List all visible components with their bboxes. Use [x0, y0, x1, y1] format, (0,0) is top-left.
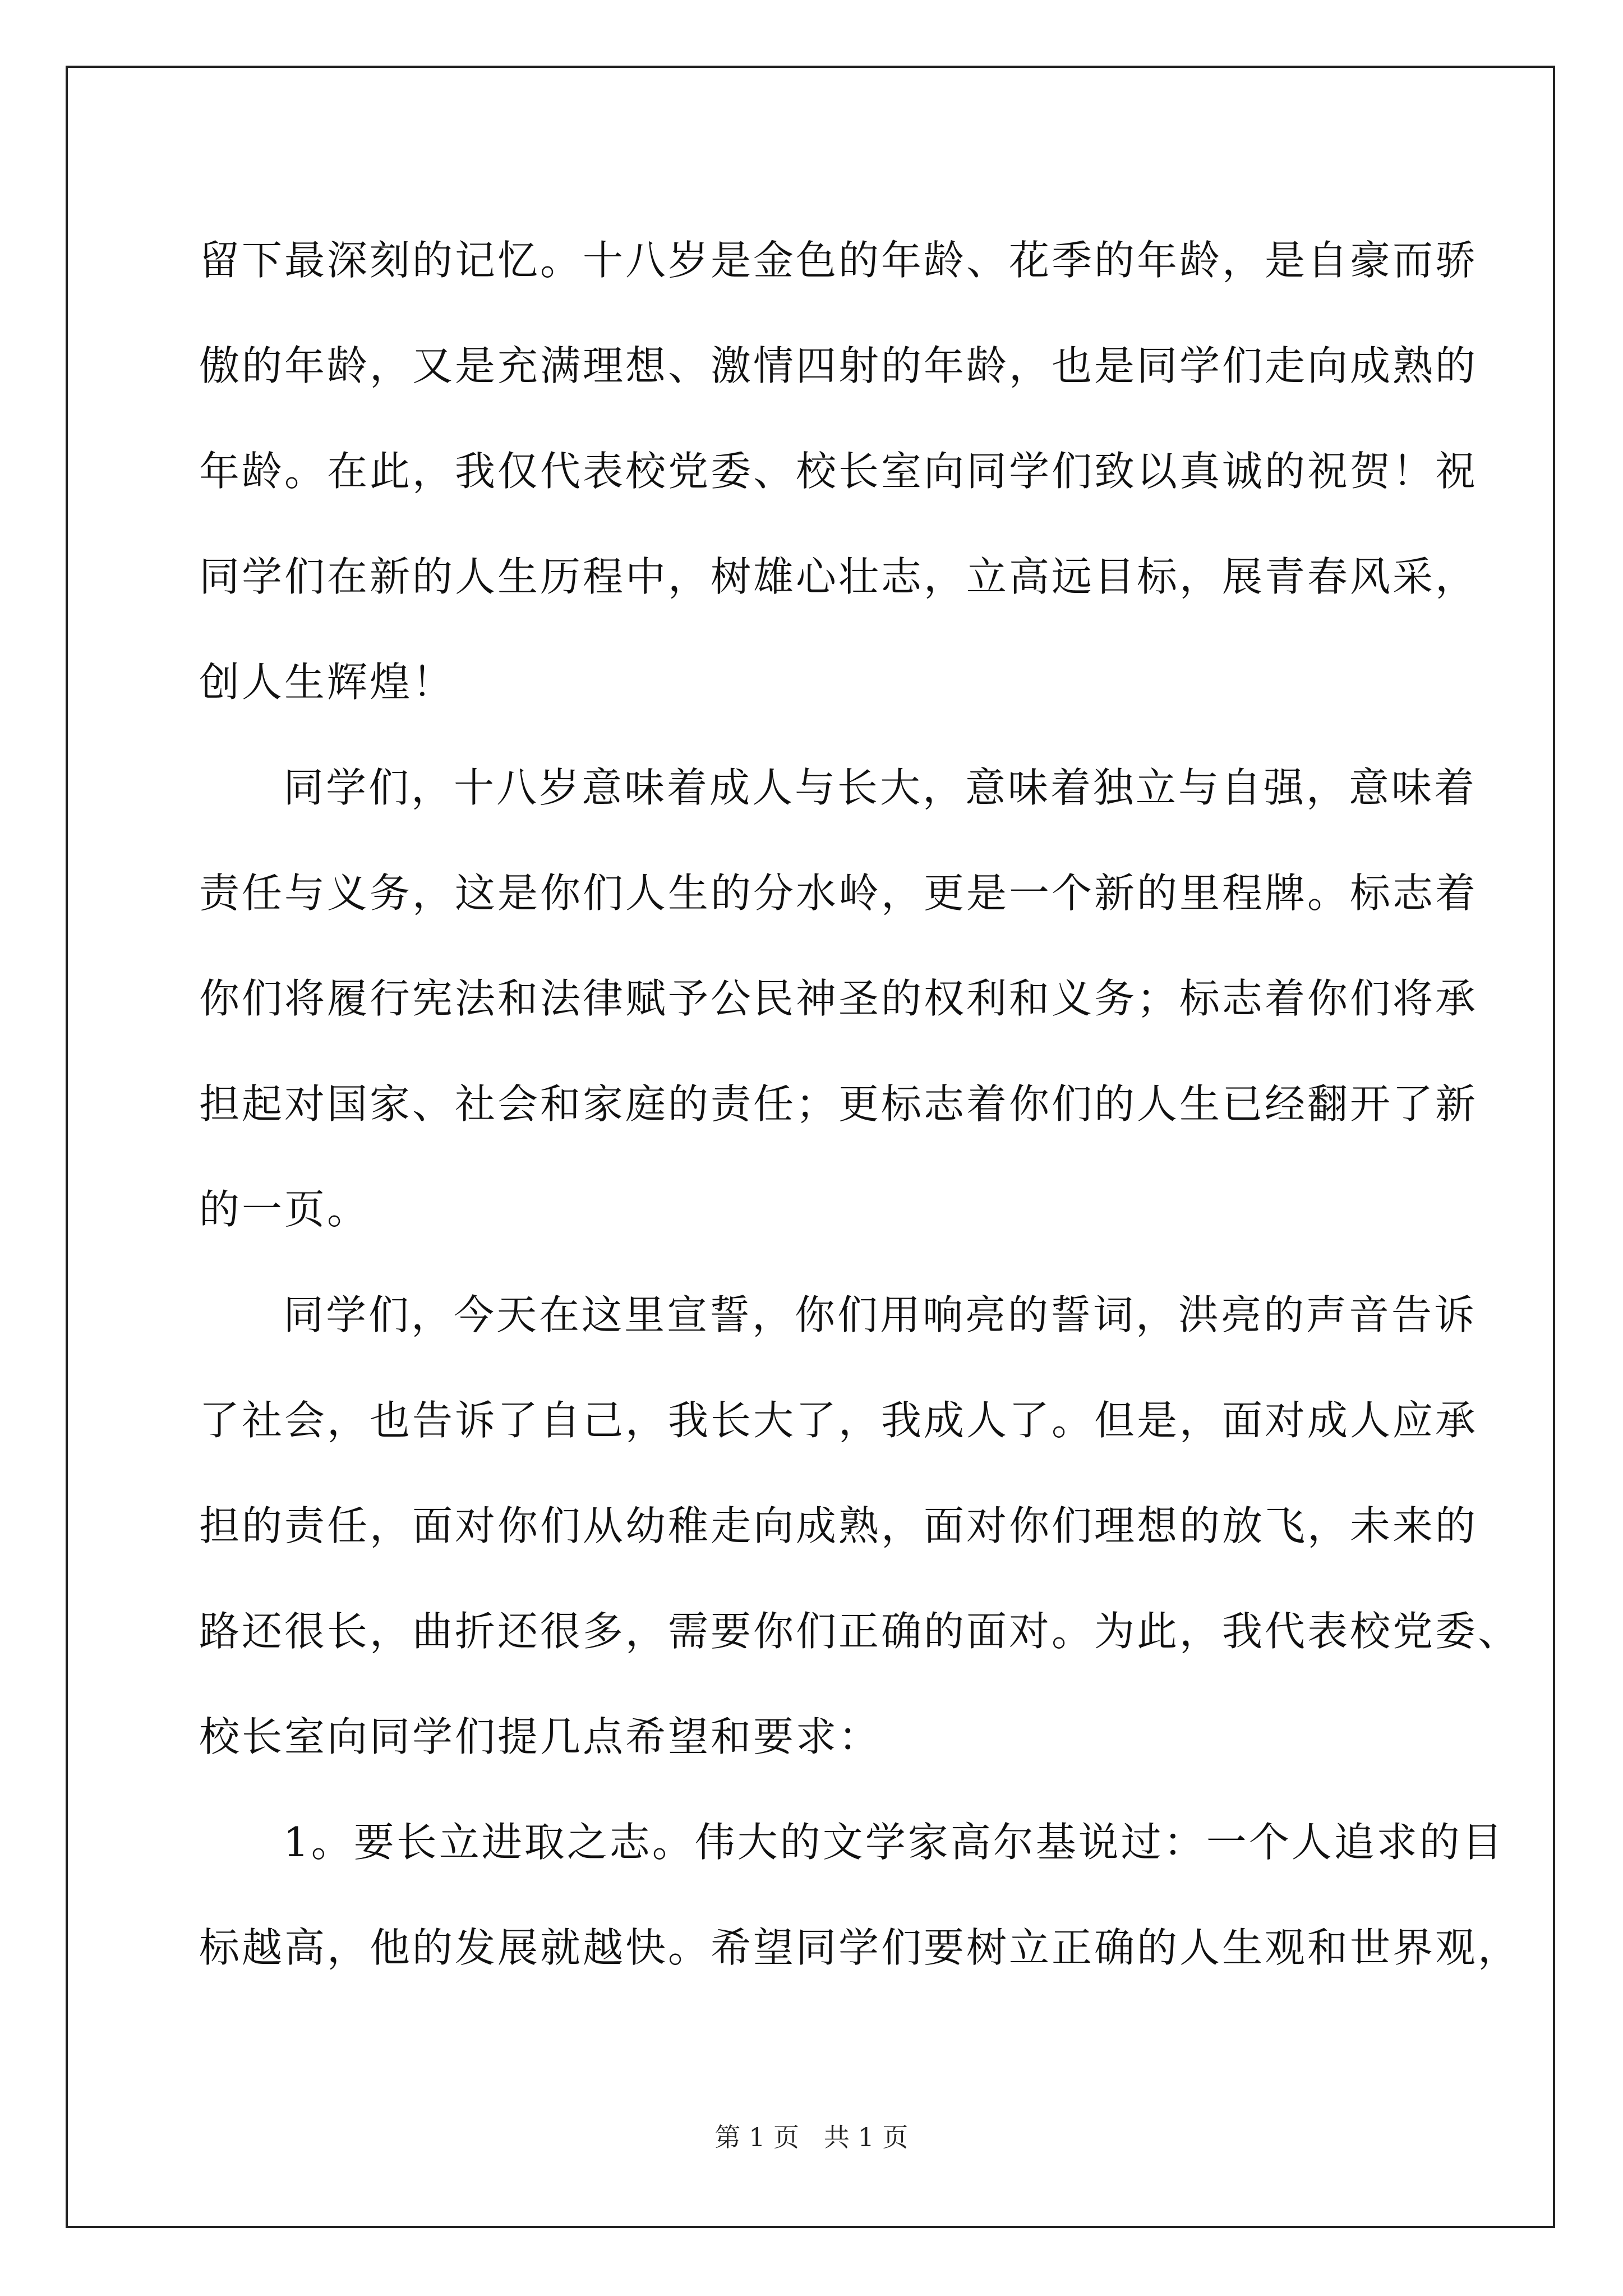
text-line: 年龄。在此，我仅代表校党委、校长室向同学们致以真诚的祝贺！祝 [199, 448, 1478, 495]
text-line: 路还很长，曲折还很多，需要你们正确的面对。为此，我代表校党委、 [199, 1608, 1521, 1655]
document-body [199, 208, 1521, 2000]
text-line: 创人生辉煌！ [199, 659, 455, 706]
text-line: 的一页。 [199, 1186, 370, 1233]
text-line: 了社会，也告诉了自己，我长大了，我成人了。但是，面对成人应承 [199, 1397, 1478, 1444]
text-line: 你们将履行宪法和法律赋予公民神圣的权利和义务；标志着你们将承 [199, 975, 1478, 1022]
paragraph-first-line: 同学们，今天在这里宣誓，你们用响亮的誓词，洪亮的声音告诉 [283, 1291, 1477, 1338]
text-line: 留下最深刻的记忆。十八岁是金色的年龄、花季的年龄，是自豪而骄 [199, 237, 1478, 284]
text-line: 同学们在新的人生历程中，树雄心壮志，立高远目标，展青春风采， [199, 553, 1478, 600]
text-line: 责任与义务，这是你们人生的分水岭，更是一个新的里程牌。标志着 [199, 869, 1478, 917]
text-line: 担的责任，面对你们从幼稚走向成熟，面对你们理想的放飞，未来的 [199, 1502, 1478, 1549]
text-line: 标越高，他的发展就越快。希望同学们要树立正确的人生观和世界观， [199, 1924, 1521, 1971]
text-line: 担起对国家、社会和家庭的责任；更标志着你们的人生已经翻开了新 [199, 1080, 1478, 1128]
text-line: 傲的年龄，又是充满理想、激情四射的年龄，也是同学们走向成熟的 [199, 342, 1478, 389]
paragraph-first-line: 1。要长立进取之志。伟大的文学家高尔基说过：一个人追求的目 [283, 1819, 1505, 1866]
text-line: 校长室向同学们提几点希望和要求： [199, 1713, 882, 1760]
page-number-footer: 第 1 页 共 1 页 [714, 2122, 909, 2152]
paragraph-first-line: 同学们，十八岁意味着成人与长大，意味着独立与自强，意味着 [283, 764, 1477, 811]
